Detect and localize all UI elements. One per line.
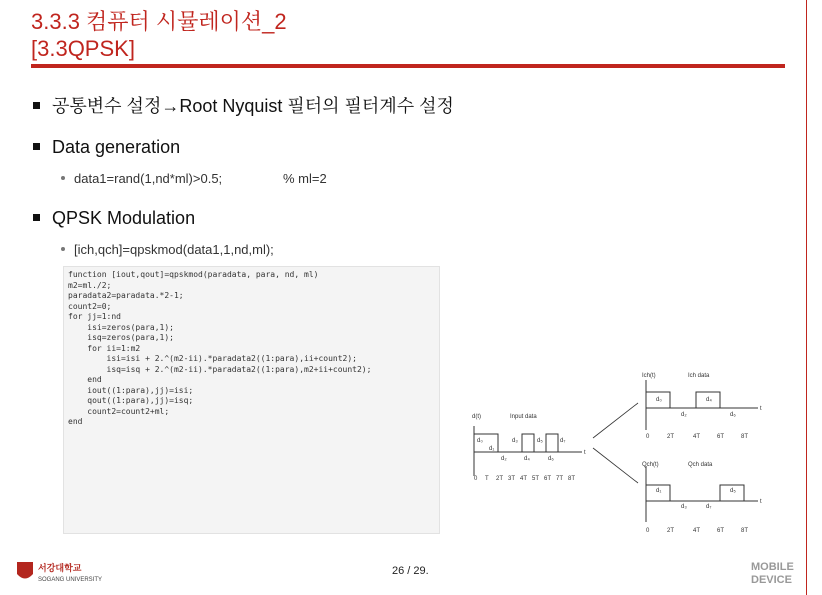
input-symbol: d₄ xyxy=(524,456,530,462)
input-tick: 5T xyxy=(532,476,540,482)
qch-symbol: d₃ xyxy=(681,504,687,510)
code-comment: % ml=2 xyxy=(283,171,327,186)
code-line: isq=isq + 2.^(m2-ii).*paradata2((1:para),m2+ii+count2); xyxy=(68,364,372,374)
title-line-2: [3.3QPSK] xyxy=(31,36,135,61)
lab-logo-line1: MOBILE xyxy=(751,561,794,573)
sub-bullet xyxy=(61,242,274,257)
page-number: 26 / 29. xyxy=(392,565,429,577)
qch-t-label: t xyxy=(760,499,762,505)
bullet-marker xyxy=(33,143,40,150)
ich-symbol: d₆ xyxy=(730,412,736,418)
ich-title: Ich data xyxy=(688,373,710,379)
title-line-1: 3.3.3 컴퓨터 시뮬레이션_2 xyxy=(31,9,287,34)
bullet-text: 공통변수 설정→Root Nyquist 필터의 필터계수 설정 xyxy=(52,96,454,116)
qch-symbol: d₅ xyxy=(730,488,736,494)
sub-bullet xyxy=(61,171,222,186)
code-line: count2=count2+ml; xyxy=(68,406,170,416)
lab-logo-line2: DEVICE xyxy=(751,574,792,586)
qch-tick: 8T xyxy=(741,528,749,534)
ich-tick: 6T xyxy=(717,434,725,440)
bullet-text: Data generation xyxy=(52,137,181,157)
ich-tick: 4T xyxy=(693,434,701,440)
university-logo xyxy=(14,558,114,591)
input-symbol: d₁ xyxy=(489,446,495,452)
input-symbol: d₆ xyxy=(548,456,554,462)
input-symbol: d₇ xyxy=(560,438,566,444)
input-symbol: d₀ xyxy=(477,438,483,444)
input-symbol: d₃ xyxy=(512,438,518,444)
sub-bullet-text: data1=rand(1,nd*ml)>0.5; xyxy=(74,171,223,186)
qch-tick: 6T xyxy=(717,528,725,534)
input-axis-label: d(t) xyxy=(472,414,481,420)
university-name-kr: 서강대학교 xyxy=(38,563,82,573)
ich-symbol: d₄ xyxy=(706,397,712,403)
ich-symbol: d₂ xyxy=(681,412,687,418)
bullet-marker xyxy=(33,214,40,221)
qch-axis-label: Qch(t) xyxy=(642,462,659,468)
ich-symbol: d₀ xyxy=(656,397,662,403)
input-tick: 0 xyxy=(474,476,478,482)
code-line: for jj=1:nd xyxy=(68,312,121,321)
right-border-line xyxy=(806,0,807,595)
code-line: isi=zeros(para,1); xyxy=(68,322,174,332)
bullet-text: QPSK Modulation xyxy=(52,208,196,228)
code-line: isq=zeros(para,1); xyxy=(68,333,174,342)
input-tick: 3T xyxy=(508,476,516,482)
sub-bullet-marker xyxy=(61,176,65,180)
bullet-item xyxy=(33,137,180,158)
code-line: for ii=1:m2 xyxy=(68,343,141,353)
input-t-label: t xyxy=(584,450,586,456)
code-line: count2=0; xyxy=(68,301,112,311)
sub-bullet-marker xyxy=(61,247,65,251)
split-arrow-upper xyxy=(593,403,638,438)
input-symbol: d₂ xyxy=(501,456,507,462)
title-underline xyxy=(31,64,785,68)
ich-t-label: t xyxy=(760,406,762,412)
input-tick: 8T xyxy=(568,476,576,482)
qch-tick: 4T xyxy=(693,528,701,534)
qch-title: Qch data xyxy=(688,462,713,468)
qch-symbol: d₇ xyxy=(706,504,712,510)
code-line: end xyxy=(68,417,83,426)
sub-bullet-text: [ich,qch]=qpskmod(data1,1,nd,ml); xyxy=(74,242,274,257)
split-arrow-lower xyxy=(593,448,638,483)
bullet-item xyxy=(33,92,454,118)
code-line: isi=isi + 2.^(m2-ii).*paradata2((1:para),ii+count2); xyxy=(68,354,357,363)
code-line: iout((1:para),jj)=isi; xyxy=(68,385,194,395)
input-tick: 7T xyxy=(556,476,564,482)
code-line: function [iout,qout]=qpskmod(paradata, para, nd, ml) xyxy=(68,270,319,279)
university-name-en: SOGANG UNIVERSITY xyxy=(38,577,103,583)
code-line: paradata2=paradata.*2-1; xyxy=(68,291,184,300)
ich-tick: 8T xyxy=(741,434,749,440)
lab-logo xyxy=(750,558,800,593)
code-listing xyxy=(63,266,440,534)
input-tick: 2T xyxy=(496,476,504,482)
ich-tick: 2T xyxy=(667,434,675,440)
input-tick: T xyxy=(485,476,489,482)
input-tick: 4T xyxy=(520,476,528,482)
qch-symbol: d₁ xyxy=(656,488,662,494)
input-title: Input data xyxy=(510,414,537,420)
code-line: qout((1:para),jj)=isq; xyxy=(68,396,194,405)
ich-axis-label: Ich(t) xyxy=(642,373,656,379)
university-crest-icon xyxy=(17,562,33,579)
input-tick: 6T xyxy=(544,476,552,482)
input-symbol: d₅ xyxy=(537,438,543,444)
bullet-marker xyxy=(33,102,40,109)
code-line: end xyxy=(68,375,102,384)
code-line: m2=ml./2; xyxy=(68,280,112,290)
qch-tick: 0 xyxy=(646,528,650,534)
slide-title xyxy=(31,8,287,62)
ich-tick: 0 xyxy=(646,434,650,440)
qch-tick: 2T xyxy=(667,528,675,534)
bullet-item xyxy=(33,208,195,229)
qpsk-timing-diagram xyxy=(466,368,776,540)
